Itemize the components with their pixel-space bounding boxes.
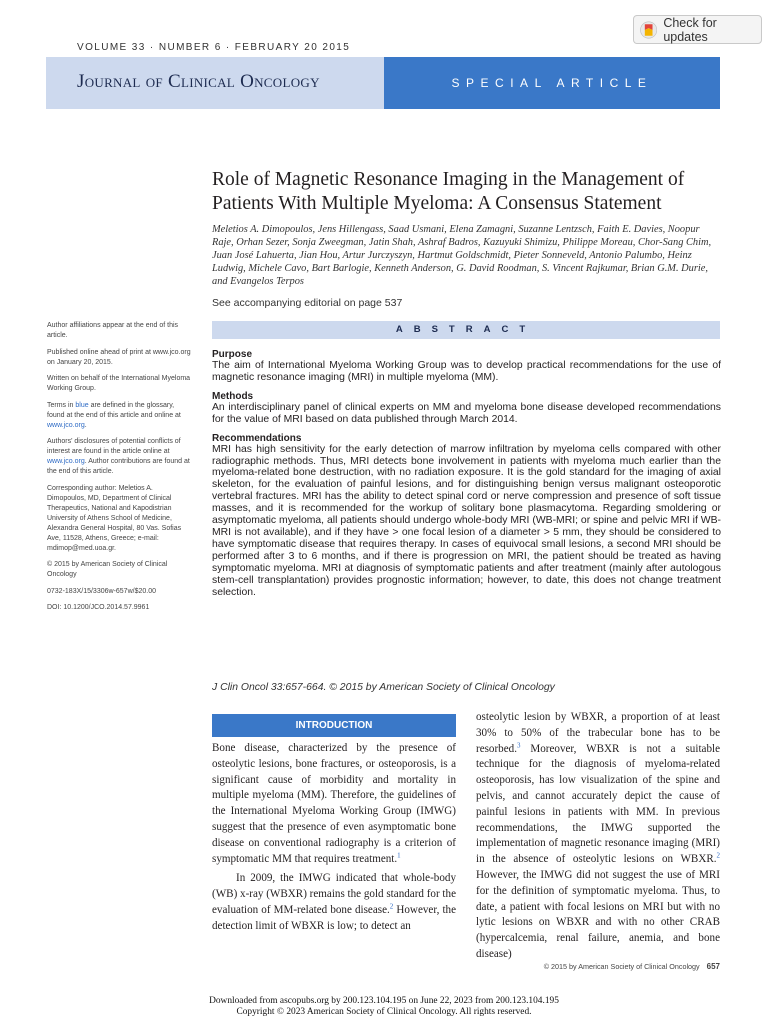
footer-copyright: © 2015 by American Society of Clinical Oncology	[543, 962, 700, 971]
intro-p2-continuation: However, the detection limit of WBXR is low; to detect an	[212, 903, 456, 932]
sidebar-copyright: © 2015 by American Society of Clinical Oncology	[47, 561, 168, 578]
intro-paragraph-2-cont	[476, 710, 720, 963]
jco-link[interactable]: www.jco.org	[47, 458, 85, 465]
author-list: Meletios A. Dimopoulos, Jens Hillengass, Saad Usmani, Elena Zamagni, Suzanne Lentzsch, Faith E. Davies, Noopur Raje, Orhan Sezer, Sonja Zweegman, Jatin Shah, Ashraf Badros, Kazuyuki Shimizu, Philippe Moreau, Chor-Sang Chim, Juan José Lahuerta, Jian Hou, Artur Jurczyszyn, Hartmut Goldschmidt, Pieter Sonneveld, Antonio Palumbo, Heinz Ludwig, Michele Cavo, Bart Barlogie, Kenneth Anderson, G. David Roodman, S. Vincent Rajkumar, Brian G.M. Durie, and Evangelos Terpos	[212, 224, 712, 287]
intro-p2-text: In 2009, the IMWG indicated that whole-body (WB) x-ray (WBXR) remains the gold standard for the evaluation of MM-related bone disease.	[212, 872, 456, 916]
disclosures-note	[47, 437, 192, 477]
check-for-updates-button[interactable]	[633, 15, 762, 44]
body-column-left	[212, 741, 456, 935]
terms-blue-word: blue	[75, 401, 89, 409]
purpose-heading: Purpose	[212, 349, 253, 360]
methods-heading: Methods	[212, 390, 254, 402]
check-for-updates-label: Check for updates	[663, 15, 717, 44]
reference-link[interactable]: 3	[516, 740, 521, 749]
journal-name: Journal of Clinical Oncology	[77, 71, 320, 92]
disclosures-prefix: Authors' disclosures of potential conflicts of interest are found in the article online at	[47, 438, 181, 455]
page-number: 657	[706, 962, 720, 971]
citation-line: J Clin Oncol 33:657-664. © 2015 by American Society of Clinical Oncology	[212, 682, 555, 693]
terms-suffix: .	[84, 421, 87, 429]
editorial-note: See accompanying editorial on page 537	[212, 297, 403, 309]
abstract-body	[212, 349, 721, 605]
reference-link[interactable]: 2	[716, 851, 720, 860]
abstract-heading: ABSTRACT	[395, 324, 537, 335]
affiliations-note: Author affiliations appear at the end of this article.	[47, 322, 179, 339]
published-note: Published online ahead of print at www.jco.org on January 20, 2015.	[47, 348, 191, 366]
terms-middle: are defined in the glossary, found at the end of this article and online at	[47, 401, 181, 419]
crossmark-icon	[640, 21, 657, 39]
reference-link[interactable]: 2	[389, 902, 394, 911]
download-notice	[0, 996, 768, 1018]
recommendations-text: MRI has high sensitivity for the early detection of marrow infiltration by myeloma cells compared with other radiographic methods. Thus, MRI detects bone involvement in patients with myeloma much earlier than the myeloma-related bone destruction, with no radiation exposure. It is the gold standard for the imaging of axial skeleton, for the evaluation of painful lesions, and for distinguishing benign versus malignant osteoporotic vertebral fractures. MRI has the ability to detect spinal cord or nerve compression and presence of soft tissue masses, and it is recommended for the workup of solitary bone plasmacytoma. Regarding smoldering or asymptomatic myeloma, all patients should undergo whole-body MRI (WB-MRI; or spine and pelvic MRI if WB-MRI is not available), and if they have > one focal lesion of a diameter > 5 mm, they should be considered to have symptomatic disease that requires therapy. In cases of equivocal small lesions, a second MRI should be performed after 3 to 6 months, and if there is progression on MRI, the patient should be treated as having symptomatic myeloma. MRI at diagnosis of symptomatic patients and after treatment (mainly after autologous stem-cell transplantation) provides prognostic information; however, to date, this does not change treatment selection.	[212, 443, 721, 598]
corresponding-author: Corresponding author: Meletios A. Dimopoulos, MD, Department of Clinical Therapeutics, National and Kapodistrian University of Athens School of Medicine, Alexandra General Hospital, 80 Vas. Sofias Ave, 11528, Athens, Greece; e-mail: mdimop@med.uoa.gr.	[47, 484, 182, 552]
issn: 0732-183X/15/3306w-657w/$20.00	[47, 587, 156, 595]
terms-note	[47, 401, 192, 431]
body-column-right	[476, 710, 720, 963]
right-text-a: osteolytic lesion by WBXR, a proportion of at least 30% to 50% of the trabecular bone has to be resorbed.	[476, 711, 720, 755]
behalf-note: Written on behalf of the International Myeloma Working Group.	[47, 375, 191, 392]
methods-text: An interdisciplinary panel of clinical experts on MM and myeloma bone disease developed recommendations for the value of MRI based on data published through March 2014.	[212, 401, 721, 425]
article-title: Role of Magnetic Resonance Imaging in the Management of Patients With Multiple Myeloma: A Consensus Statement	[212, 169, 685, 214]
article-sidebar	[47, 321, 192, 620]
volume-issue-line: VOLUME 33 · NUMBER 6 · FEBRUARY 20 2015	[77, 42, 351, 53]
reference-link[interactable]: 1	[397, 850, 401, 859]
download-line: Downloaded from ascopubs.org by 200.123.104.195 on June 22, 2023 from 200.123.104.195	[209, 996, 559, 1006]
introduction-heading: INTRODUCTION	[212, 714, 456, 737]
page-footer	[520, 962, 720, 971]
doi: DOI: 10.1200/JCO.2014.57.9961	[47, 604, 150, 611]
purpose-text: The aim of International Myeloma Working Group was to develop practical recommendations for the use of magnetic resonance imaging (MRI) in multiple myeloma (MM).	[212, 360, 721, 383]
disclosures-suffix: . Author contributions are found at the end of this article.	[47, 458, 190, 475]
recommendations-heading: Recommendations	[212, 432, 302, 444]
article-type-label: SPECIAL ARTICLE	[451, 76, 653, 90]
terms-prefix: Terms in	[47, 401, 76, 409]
intro-p1-text: Bone disease, characterized by the presence of osteolytic lesions, bone fractures, or osteoporosis, is a significant cause of morbidity and mortality in multiple myeloma (MM). Therefore, the guidelines of the International Myeloma Working Group (IMWG) suggest that the presence of even asymptomatic bone disease on conventional radiography is a criterion of symptomatic MM that requires treatment.	[212, 742, 456, 865]
right-text-c: However, the IMWG did not suggest the use of MRI for the definition of symptomatic myeloma. Thus, to date, a patient with focal lesions on MRI but with no lytic lesions on WBXR and with no other CRAB (hypercalcemia, renal failure, anemia, and bone disease)	[476, 868, 720, 960]
intro-paragraph-1	[212, 741, 456, 867]
copyright-line: Copyright © 2023 American Society of Clinical Oncology. All rights reserved.	[236, 1007, 532, 1017]
jco-link[interactable]: www.jco.org	[47, 421, 85, 429]
right-text-b: Moreover, WBXR is not a suitable technique for the diagnosis of myeloma-related osteoporosis, has low visualization of the spine and pelvis, and cannot accurately depict the cause of painful lesions in patients with MM. In previous recommendations, the IMWG supported the implementation of magnetic resonance imaging (MRI) in the absence of osteolytic lesions on WBXR.	[476, 742, 720, 866]
intro-paragraph-2	[212, 871, 456, 934]
